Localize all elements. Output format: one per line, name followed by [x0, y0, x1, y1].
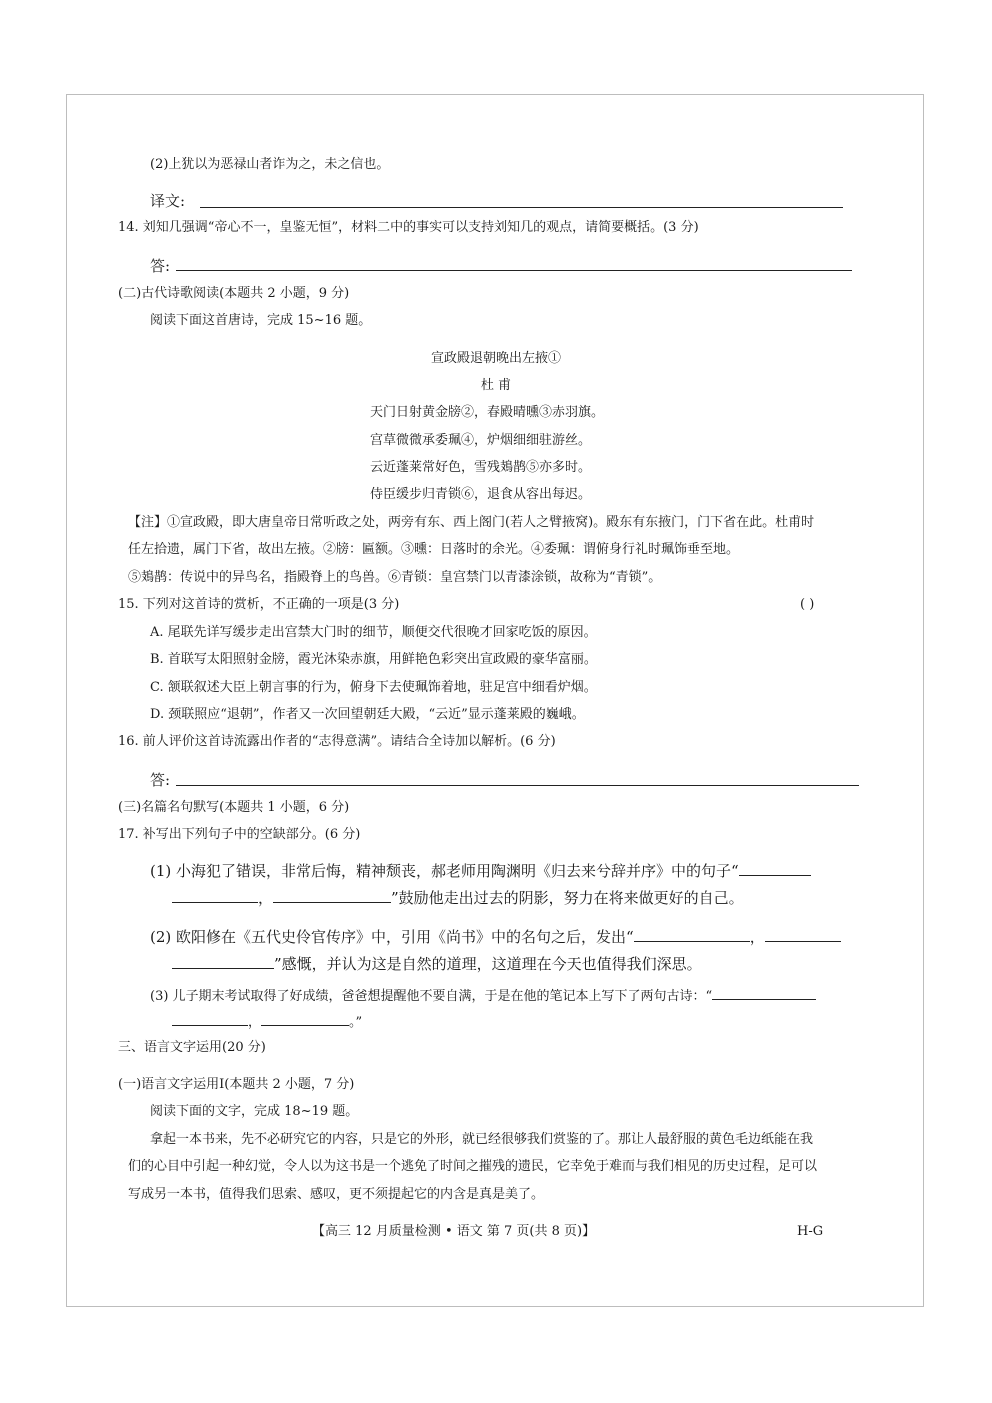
answer-label-16: 答: — [150, 771, 171, 789]
poem-line: 云近蓬莱常好色，雪残鳷鹊⑤亦多时。 — [370, 460, 592, 475]
answer-line-16[interactable] — [176, 785, 859, 786]
fill-blank[interactable] — [273, 888, 391, 903]
part-3-title: 三、语言文字运用(20 分) — [118, 1040, 266, 1055]
fill-blank[interactable] — [634, 927, 750, 942]
answer-label-14: 答: — [150, 257, 171, 275]
q17-item-3-line-2 — [172, 1011, 362, 1032]
fill-blank[interactable] — [172, 888, 258, 903]
question-14: 14. 刘知几强调“帝心不一，皇鉴无恒”，材料二中的事实可以支持刘知几的观点，请简要概括。(3 分) — [118, 220, 699, 235]
blank-comma: ， — [258, 889, 274, 907]
part-3-intro: 阅读下面的文字，完成 18~19 题。 — [150, 1104, 359, 1119]
fill-blank[interactable] — [172, 1011, 248, 1026]
blank-comma: ， — [749, 928, 765, 946]
blank-comma: ， — [248, 1015, 262, 1030]
passage-line: 拿起一本书来，先不必研究它的内容，只是它的外形，就已经很够我们赏鉴的了。那让人最舒服的黄色毛边纸能在我 — [150, 1132, 814, 1147]
q17-item-1-text: (1) 小海犯了错误，非常后悔，精神颓丧，郝老师用陶渊明《归去来兮辞并序》中的句子“ — [150, 862, 739, 880]
poem-author: 杜 甫 — [480, 378, 512, 393]
q17-item-2-text: (2) 欧阳修在《五代史伶官传序》中，引用《尚书》中的名句之后，发出“ — [150, 928, 634, 946]
fill-blank[interactable] — [172, 954, 274, 969]
poem-note: 任左拾遗，属门下省，故出左掖。②牓：匾额。③曛：日落时的余光。④委珮：谓俯身行礼时珮饰垂至地。 — [128, 542, 740, 557]
poem-note: ⑤鳷鹊：传说中的异鸟名，指殿脊上的鸟兽。⑥青锁：皇宫禁门以青漆涂锁，故称为“青锁”。 — [128, 570, 662, 585]
page-border — [66, 94, 924, 1307]
poem-note: 【注】①宣政殿，即大唐皇帝日常听政之处，两旁有东、西上阁门(若人之臂掖窝)。殿东有东掖门，门下省在此。杜甫时 — [128, 515, 815, 530]
footer-code: H-G — [797, 1224, 824, 1239]
fill-blank[interactable] — [712, 985, 816, 1000]
option-d: D. 颈联照应“退朝”，作者又一次回望朝廷大殿，“云近”显示蓬莱殿的巍峨。 — [150, 707, 585, 722]
translation-answer-line[interactable] — [200, 207, 843, 208]
q17-item-3-text: (3) 儿子期末考试取得了好成绩，爸爸想提醒他不要自满，于是在他的笔记本上写下了两句古诗：“ — [150, 989, 713, 1004]
q17-item-1-line-1 — [150, 861, 811, 881]
q17-item-2-line-2 — [172, 954, 702, 974]
answer-line-14[interactable] — [176, 270, 852, 271]
section-2-title: (二)古代诗歌阅读(本题共 2 小题，9 分) — [118, 286, 350, 301]
option-c: C. 颔联叙述大臣上朝言事的行为，俯身下去使珮饰着地，驻足宫中细看炉烟。 — [150, 680, 597, 695]
question-17: 17. 补写出下列句子中的空缺部分。(6 分) — [118, 827, 361, 842]
option-a: A. 尾联先详写缓步走出宫禁大门时的细节，顺便交代很晚才回家吃饭的原因。 — [150, 625, 597, 640]
page-footer: 【高三 12 月质量检测 • 语文 第 7 页(共 8 页)】 — [312, 1224, 596, 1239]
question-16: 16. 前人评价这首诗流露出作者的“志得意满”。请结合全诗加以解析。(6 分) — [118, 734, 556, 749]
fill-blank[interactable] — [739, 861, 811, 876]
q17-item-1-line-2 — [172, 888, 744, 908]
option-b: B. 首联写太阳照射金牓，霞光沐染赤旗，用鲜艳色彩突出宣政殿的豪华富丽。 — [150, 652, 597, 667]
translation-label: 译文: — [150, 192, 186, 210]
poem-line: 天门日射黄金牓②，春殿晴曛③赤羽旗。 — [370, 405, 605, 420]
q17-item-1-text-end: ”鼓励他走出过去的阴影，努力在将来做更好的自己。 — [391, 889, 744, 907]
question-13-2: (2)上犹以为恶禄山者诈为之，未之信也。 — [150, 157, 390, 172]
answer-parentheses[interactable]: ( ) — [800, 597, 815, 612]
fill-blank[interactable] — [765, 927, 841, 942]
poem-title: 宣政殿退朝晚出左掖① — [430, 351, 561, 366]
section-2-intro: 阅读下面这首唐诗，完成 15~16 题。 — [150, 313, 372, 328]
fill-blank[interactable] — [261, 1011, 349, 1026]
passage-line: 们的心目中引起一种幻觉，令人以为这书是一个逃免了时间之摧残的遗民，它幸免于难而与我们相见的历史过程，足可以 — [128, 1159, 818, 1174]
passage-line: 写成另一本书，值得我们思索、感叹，更不须提起它的内含是真是美了。 — [128, 1187, 545, 1202]
blank-end: 。” — [349, 1015, 363, 1030]
q17-item-2-line-1 — [150, 927, 841, 947]
q17-item-3-line-1 — [150, 985, 816, 1006]
poem-line: 宫草微微承委珮④，炉烟细细驻游丝。 — [370, 433, 592, 448]
poem-line: 侍臣缓步归青锁⑥，退食从容出每迟。 — [370, 487, 592, 502]
question-15: 15. 下列对这首诗的赏析，不正确的一项是(3 分) — [118, 597, 400, 612]
part-3-subsection: (一)语言文字运用Ⅰ(本题共 2 小题，7 分) — [118, 1077, 355, 1092]
q17-item-2-text-end: ”感慨，并认为这是自然的道理，这道理在今天也值得我们深思。 — [274, 955, 702, 973]
section-3-title: (三)名篇名句默写(本题共 1 小题，6 分) — [118, 800, 350, 815]
